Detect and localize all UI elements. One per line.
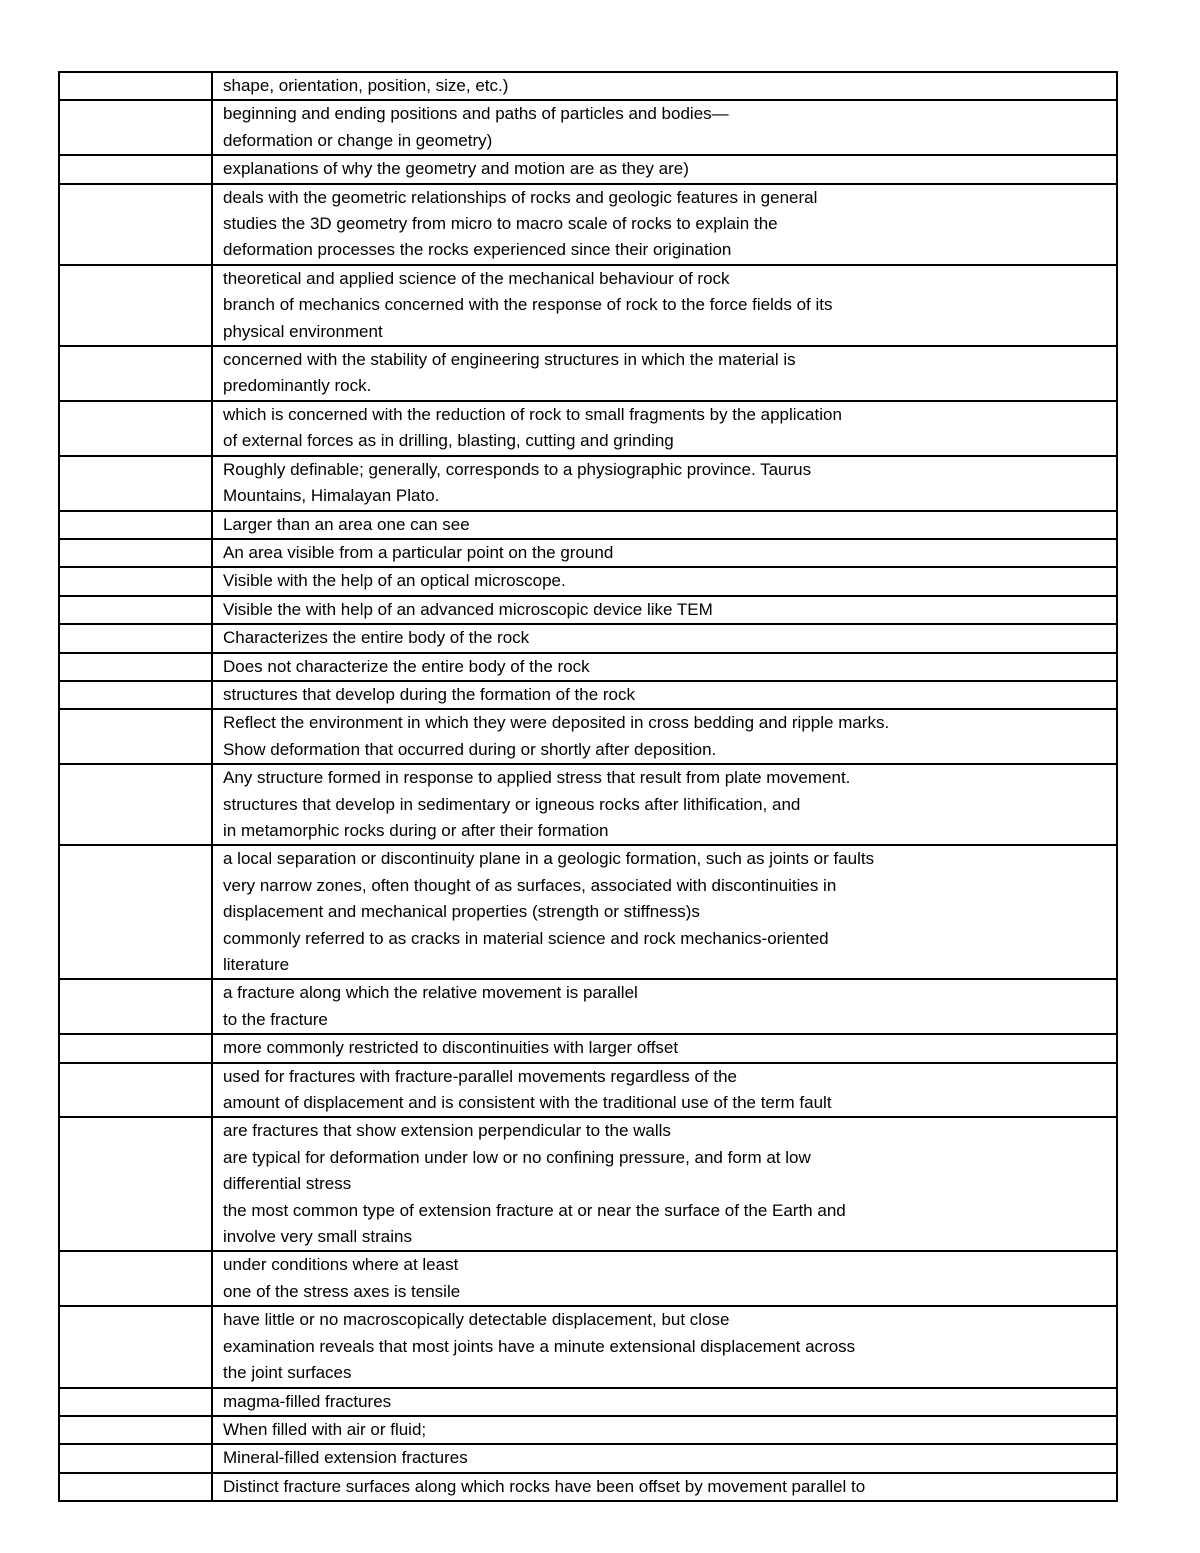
definition-cell xyxy=(212,1251,1117,1306)
definition-line: Characterizes the entire body of the rock xyxy=(223,628,530,648)
definition-cell xyxy=(212,72,1117,100)
definition-line: more commonly restricted to discontinuities with larger offset xyxy=(223,1038,679,1058)
definition-line: the most common type of extension fracture at or near the surface of the Earth and xyxy=(223,1200,846,1220)
definition-line: of external forces as in drilling, blasting, cutting and grinding xyxy=(223,431,674,451)
definition-cell xyxy=(212,184,1117,265)
table-row xyxy=(59,653,1117,681)
table-row xyxy=(59,184,1117,265)
definition-line: Mountains, Himalayan Plato. xyxy=(223,486,440,506)
definition-cell xyxy=(212,979,1117,1034)
table-row xyxy=(59,1034,1117,1062)
table-row xyxy=(59,845,1117,979)
table-row xyxy=(59,979,1117,1034)
definition-cell xyxy=(212,845,1117,979)
definition-line: Show deformation that occurred during or shortly after deposition. xyxy=(223,739,717,759)
term-cell xyxy=(59,1388,212,1416)
definition-line: used for fractures with fracture-parallel movements regardless of the xyxy=(223,1066,738,1086)
definition-line: magma-filled fractures xyxy=(223,1391,392,1411)
definition-line: Any structure formed in response to applied stress that result from plate movement. xyxy=(223,768,851,788)
term-cell xyxy=(59,764,212,845)
definition-line: Mineral-filled extension fractures xyxy=(223,1448,468,1468)
term-cell xyxy=(59,1473,212,1501)
definition-line: predominantly rock. xyxy=(223,376,372,396)
definition-cell xyxy=(212,1388,1117,1416)
definition-line: examination reveals that most joints have a minute extensional displacement across xyxy=(223,1336,856,1356)
table-row xyxy=(59,764,1117,845)
definition-cell xyxy=(212,456,1117,511)
definition-line: shape, orientation, position, size, etc.) xyxy=(223,76,509,95)
definition-line: Distinct fracture surfaces along which rocks have been offset by movement parallel to xyxy=(223,1476,866,1496)
term-cell xyxy=(59,1444,212,1472)
term-cell xyxy=(59,1034,212,1062)
term-cell xyxy=(59,1251,212,1306)
table-row xyxy=(59,567,1117,595)
definition-cell xyxy=(212,709,1117,764)
definition-line: deformation processes the rocks experienced since their origination xyxy=(223,240,732,260)
term-cell xyxy=(59,624,212,652)
table-row xyxy=(59,1416,1117,1444)
term-cell xyxy=(59,681,212,709)
table-row xyxy=(59,624,1117,652)
definition-line: deformation or change in geometry) xyxy=(223,130,493,150)
term-cell xyxy=(59,596,212,624)
definition-line: physical environment xyxy=(223,321,383,341)
definition-line: An area visible from a particular point on the ground xyxy=(223,542,614,562)
term-cell xyxy=(59,979,212,1034)
definition-line: studies the 3D geometry from micro to macro scale of rocks to explain the xyxy=(223,214,778,234)
definition-cell xyxy=(212,1117,1117,1251)
term-cell xyxy=(59,567,212,595)
definition-line: commonly referred to as cracks in material science and rock mechanics-oriented xyxy=(223,928,829,948)
definition-line: the joint surfaces xyxy=(223,1363,352,1383)
term-cell xyxy=(59,346,212,401)
definition-line: When filled with air or fluid; xyxy=(223,1419,427,1439)
table-row xyxy=(59,265,1117,346)
definition-line: Reflect the environment in which they were deposited in cross bedding and ripple marks. xyxy=(223,713,890,733)
definition-line: explanations of why the geometry and motion are as they are) xyxy=(223,159,689,179)
definition-line: Visible the with help of an advanced microscopic device like TEM xyxy=(223,599,713,619)
definition-line: a local separation or discontinuity plane in a geologic formation, such as joints or faults xyxy=(223,849,875,869)
definition-line: are typical for deformation under low or no confining pressure, and form at low xyxy=(223,1147,811,1167)
definition-cell xyxy=(212,1444,1117,1472)
definition-cell xyxy=(212,401,1117,456)
table-row xyxy=(59,456,1117,511)
definition-line: structures that develop during the formation of the rock xyxy=(223,684,636,704)
definition-cell xyxy=(212,1416,1117,1444)
table-row xyxy=(59,401,1117,456)
definition-line: theoretical and applied science of the mechanical behaviour of rock xyxy=(223,268,730,288)
definition-line: Does not characterize the entire body of the rock xyxy=(223,656,590,676)
definition-cell xyxy=(212,100,1117,155)
table-row xyxy=(59,346,1117,401)
definition-cell xyxy=(212,1034,1117,1062)
definition-line: very narrow zones, often thought of as surfaces, associated with discontinuities in xyxy=(223,875,837,895)
term-cell xyxy=(59,265,212,346)
term-cell xyxy=(59,1063,212,1118)
definition-cell xyxy=(212,681,1117,709)
definition-cell xyxy=(212,511,1117,539)
table-row xyxy=(59,709,1117,764)
definition-line: displacement and mechanical properties (strength or stiffness)s xyxy=(223,902,700,922)
definition-line: beginning and ending positions and paths of particles and bodies— xyxy=(223,104,729,124)
term-cell xyxy=(59,155,212,183)
term-cell xyxy=(59,72,212,100)
definition-line: Roughly definable; generally, corresponds to a physiographic province. Taurus xyxy=(223,459,812,479)
table-row xyxy=(59,681,1117,709)
term-cell xyxy=(59,1306,212,1387)
definitions-table-body xyxy=(59,72,1117,1501)
definition-cell xyxy=(212,596,1117,624)
table-row xyxy=(59,539,1117,567)
definition-cell xyxy=(212,567,1117,595)
term-cell xyxy=(59,456,212,511)
definition-cell xyxy=(212,624,1117,652)
term-cell xyxy=(59,401,212,456)
definition-line: differential stress xyxy=(223,1174,352,1194)
term-cell xyxy=(59,709,212,764)
definition-cell xyxy=(212,653,1117,681)
definition-line: which is concerned with the reduction of rock to small fragments by the application xyxy=(223,404,842,424)
definition-cell xyxy=(212,764,1117,845)
term-cell xyxy=(59,539,212,567)
definition-cell xyxy=(212,1063,1117,1118)
table-row xyxy=(59,72,1117,100)
table-row xyxy=(59,1306,1117,1387)
term-cell xyxy=(59,511,212,539)
definition-line: structures that develop in sedimentary or igneous rocks after lithification, and xyxy=(223,794,801,814)
term-cell xyxy=(59,845,212,979)
term-cell xyxy=(59,100,212,155)
term-cell xyxy=(59,653,212,681)
definition-line: in metamorphic rocks during or after their formation xyxy=(223,820,609,840)
definition-line: literature xyxy=(223,955,290,974)
definition-line: under conditions where at least xyxy=(223,1255,459,1275)
table-row xyxy=(59,1063,1117,1118)
term-cell xyxy=(59,184,212,265)
term-cell xyxy=(59,1416,212,1444)
definition-line: involve very small strains xyxy=(223,1227,412,1247)
definition-line: a fracture along which the relative movement is parallel xyxy=(223,983,638,1003)
table-row xyxy=(59,511,1117,539)
table-row xyxy=(59,596,1117,624)
definition-line: are fractures that show extension perpendicular to the walls xyxy=(223,1121,671,1141)
definition-line: concerned with the stability of engineering structures in which the material is xyxy=(223,350,796,370)
definition-line: have little or no macroscopically detectable displacement, but close xyxy=(223,1310,730,1330)
definition-cell xyxy=(212,1473,1117,1501)
definition-cell xyxy=(212,1306,1117,1387)
definition-line: Larger than an area one can see xyxy=(223,514,470,534)
definition-cell xyxy=(212,155,1117,183)
table-row xyxy=(59,1117,1117,1251)
definition-line: deals with the geometric relationships of rocks and geologic features in general xyxy=(223,187,818,207)
definition-cell xyxy=(212,346,1117,401)
definition-line: one of the stress axes is tensile xyxy=(223,1281,461,1301)
definition-line: amount of displacement and is consistent with the traditional use of the term fault xyxy=(223,1093,832,1113)
table-row xyxy=(59,1251,1117,1306)
table-row xyxy=(59,1388,1117,1416)
table-row xyxy=(59,1444,1117,1472)
table-row xyxy=(59,1473,1117,1501)
table-row xyxy=(59,155,1117,183)
definition-cell xyxy=(212,539,1117,567)
definition-line: to the fracture xyxy=(223,1009,328,1029)
definition-line: branch of mechanics concerned with the response of rock to the force fields of its xyxy=(223,295,833,315)
table-row xyxy=(59,100,1117,155)
definitions-table xyxy=(58,71,1118,1502)
term-cell xyxy=(59,1117,212,1251)
definition-cell xyxy=(212,265,1117,346)
definition-line: Visible with the help of an optical microscope. xyxy=(223,571,566,591)
